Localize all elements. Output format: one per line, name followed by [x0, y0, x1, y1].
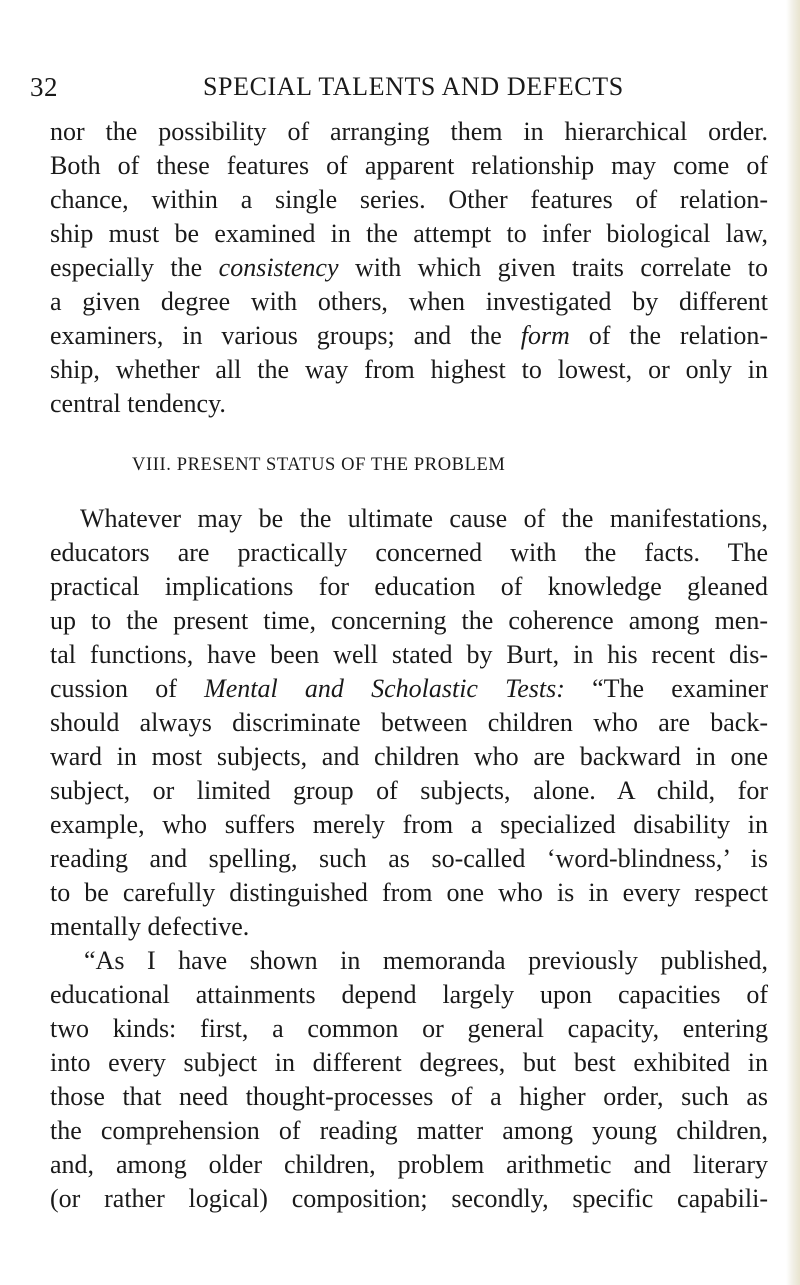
page-edge-shadow — [786, 0, 800, 1285]
emphasis-form: form — [520, 321, 570, 350]
text-line: and, among older children, problem arithmetic and literary — [50, 1150, 768, 1179]
text-line: tal functions, have been well stated by Burt, in his recent dis- — [50, 640, 768, 669]
text-line: practical implications for education of knowledge gleaned — [50, 572, 768, 601]
book-title: Mental and Scholastic Tests: — [204, 674, 565, 703]
text-line — [50, 672, 768, 706]
text-line: central tendency. — [50, 389, 226, 418]
text-line: example, who suffers merely from a specialized disability in — [50, 810, 768, 839]
text-line: nor the possibility of arranging them in hierarchical order. — [50, 117, 768, 146]
text-line: ship, whether all the way from highest to lowest, or only in — [50, 355, 768, 384]
text-run: cussion of — [50, 674, 205, 703]
paragraph-continued — [50, 115, 768, 421]
text-line: Whatever may be the ultimate cause of the manifestations, — [80, 504, 768, 533]
emphasis-consistency: consistency — [218, 253, 339, 282]
text-line: subject, or limited group of subjects, alone. A child, for — [50, 776, 768, 805]
text-line: ward in most subjects, and children who are backward in one — [50, 742, 768, 771]
text-line: those that need thought-processes of a higher order, such as — [50, 1082, 768, 1111]
text-line: should always discriminate between children who are back- — [50, 708, 768, 737]
text-run: especially the — [50, 253, 219, 282]
page-number: 32 — [30, 72, 58, 102]
text-line: reading and spelling, such as so-called ‘word-blindness,’ is — [50, 844, 768, 873]
text-line: a given degree with others, when investigated by different — [50, 287, 768, 316]
text-run: examiners, in various groups; and the — [50, 321, 521, 350]
section-heading: VIII. PRESENT STATUS OF THE PROBLEM — [132, 455, 506, 475]
text-line: mentally defective. — [50, 912, 250, 941]
text-run: “The examiner — [564, 674, 768, 703]
text-line: “As I have shown in memoranda previously published, — [84, 946, 768, 975]
paragraph-present-status — [50, 502, 768, 1216]
text-line — [50, 319, 768, 353]
text-line — [50, 251, 768, 285]
running-title: SPECIAL TALENTS AND DEFECTS — [203, 72, 624, 101]
text-line: up to the present time, concerning the coherence among men- — [50, 606, 768, 635]
text-line: two kinds: first, a common or general capacity, entering — [50, 1014, 768, 1043]
text-line: chance, within a single series. Other features of relation- — [50, 185, 768, 214]
text-line: Both of these features of apparent relationship may come of — [50, 151, 768, 180]
text-line: ship must be examined in the attempt to infer biological law, — [50, 219, 768, 248]
text-line: educators are practically concerned with the facts. The — [50, 538, 768, 567]
running-head — [0, 70, 800, 110]
text-line: to be carefully distinguished from one who is in every respect — [50, 878, 768, 907]
text-line: into every subject in different degrees, but best exhibited in — [50, 1048, 768, 1077]
text-line: educational attainments depend largely upon capacities of — [50, 980, 768, 1009]
text-run: of the relation- — [569, 321, 768, 350]
text-line: the comprehension of reading matter among young children, — [50, 1116, 768, 1145]
text-run: with which given traits correlate to — [338, 253, 768, 282]
text-line: (or rather logical) composition; secondly, specific capabili- — [50, 1184, 768, 1213]
